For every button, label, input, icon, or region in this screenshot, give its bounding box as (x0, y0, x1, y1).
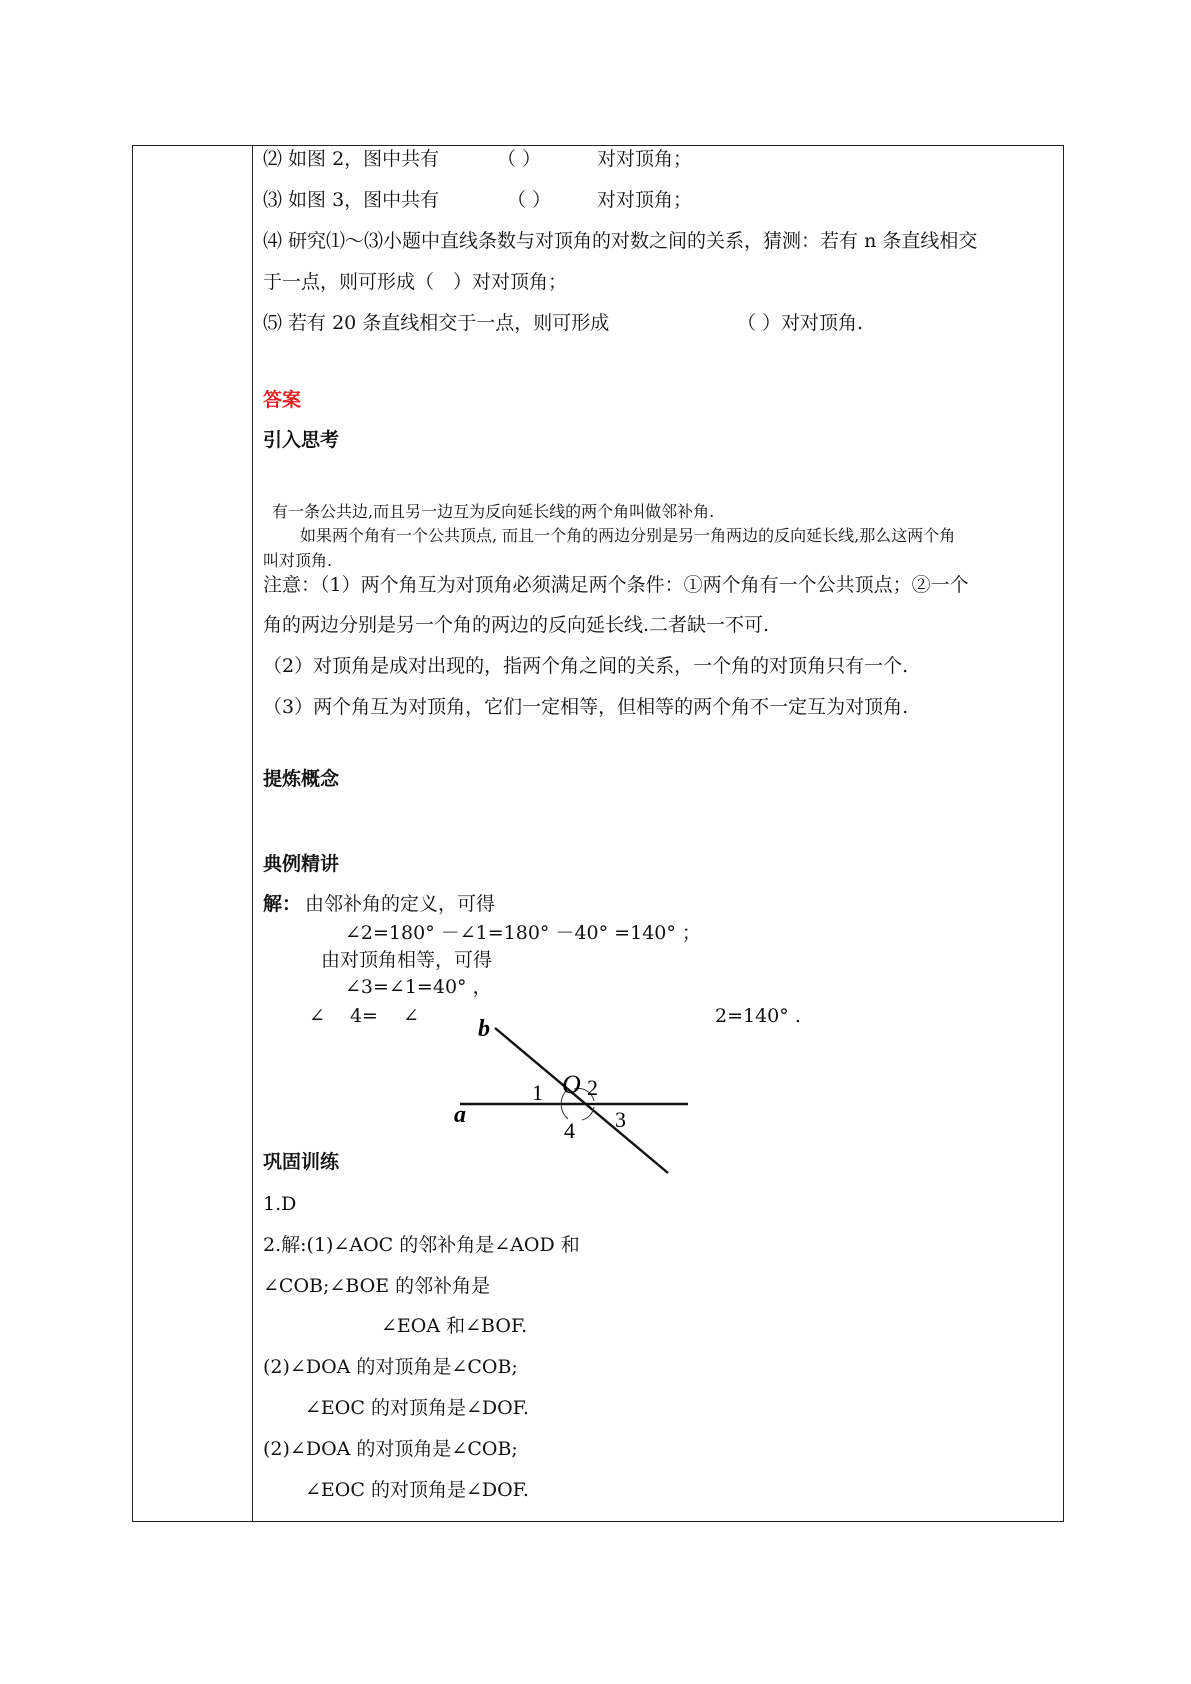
solution-label: 解： (263, 893, 302, 915)
practice-answer-2-line4: (2)∠DOA 的对顶角是∠COB; (263, 1356, 518, 1378)
line-b (495, 1028, 668, 1173)
practice-heading: 巩固训练 (263, 1151, 340, 1173)
practice-answer-1: 1.D (263, 1193, 297, 1215)
answer-heading: 答案 (263, 389, 302, 411)
label-angle-4: 4 (564, 1118, 575, 1143)
concept-heading: 提炼概念 (263, 768, 340, 790)
intersecting-lines-figure (450, 1005, 700, 1180)
question-4-line2: 于一点，则可形成（ ）对对顶角； (263, 271, 568, 293)
label-angle-3: 3 (615, 1107, 626, 1132)
intro-line1: 有一条公共边,而且另一边互为反向延长线的两个角叫做邻补角. (272, 502, 715, 521)
practice-answer-2-line1: 2.解:(1)∠AOC 的邻补角是∠AOD 和 (263, 1234, 580, 1256)
solution-line1: 由邻补角的定义，可得 (305, 893, 496, 915)
solution-line3: 由对顶角相等，可得 (321, 949, 493, 971)
question-3-tail: 对对顶角； (597, 189, 693, 211)
intro-note1: 注意：（1）两个角互为对顶角必须满足两个条件：①两个角有一个公共顶点；②一个 (263, 574, 969, 596)
practice-answer-2-line3: ∠EOA 和∠BOF. (381, 1315, 528, 1337)
question-4-line1: ⑷ 研究⑴～⑶小题中直线条数与对顶角的对数之间的关系，猜测：若有 n 条直线相交 (263, 230, 978, 252)
question-5-text: ⑸ 若有 20 条直线相交于一点，则可形成 (263, 312, 610, 334)
intro-line2: 如果两个角有一个公共顶点, 而且一个角的两边分别是另一角两边的反向延长线,那么这两个角 (300, 526, 956, 545)
question-3-text: ⑶ 如图 3，图中共有 (263, 189, 440, 211)
question-2-text: ⑵ 如图 2，图中共有 (263, 148, 440, 170)
content-table (132, 145, 1064, 1522)
label-angle-1: 1 (532, 1080, 543, 1105)
solution-equation3-start: ∠ 4= ∠ (309, 1005, 419, 1027)
intro-heading: 引入思考 (263, 429, 340, 451)
label-o: O (562, 1070, 581, 1099)
practice-answer-2-line5: ∠EOC 的对顶角是∠DOF. (305, 1397, 529, 1419)
solution-equation1: ∠2=180° －∠1=180° －40° =140° ； (345, 922, 701, 944)
example-heading: 典例精讲 (263, 853, 340, 875)
question-5-blank: （ ）对对顶角. (737, 312, 864, 334)
intro-note2: 角的两边分别是另一个角的两边的反向延长线.二者缺一不可. (263, 614, 770, 636)
intro-note3: （2）对顶角是成对出现的，指两个角之间的关系，一个角的对顶角只有一个. (263, 655, 909, 677)
label-a: a (454, 1102, 466, 1128)
practice-answer-2-line6: (2)∠DOA 的对顶角是∠COB; (263, 1438, 518, 1460)
solution-equation2: ∠3=∠1=40° ， (345, 976, 492, 998)
label-b: b (478, 1016, 490, 1042)
table-column-divider (252, 145, 253, 1522)
practice-answer-2-line2: ∠COB;∠BOE 的邻补角是 (263, 1275, 491, 1297)
intro-line3: 叫对顶角. (263, 551, 333, 570)
intro-note4: （3）两个角互为对顶角，它们一定相等，但相等的两个角不一定互为对顶角. (263, 696, 909, 718)
question-2-blank: （ ） (497, 148, 542, 170)
question-3-blank: （ ） (507, 189, 552, 211)
practice-answer-2-line7: ∠EOC 的对顶角是∠DOF. (305, 1479, 529, 1501)
question-2-tail: 对对顶角； (597, 148, 693, 170)
solution-equation3-end: 2=140° . (715, 1005, 801, 1027)
label-angle-2: 2 (587, 1075, 598, 1100)
